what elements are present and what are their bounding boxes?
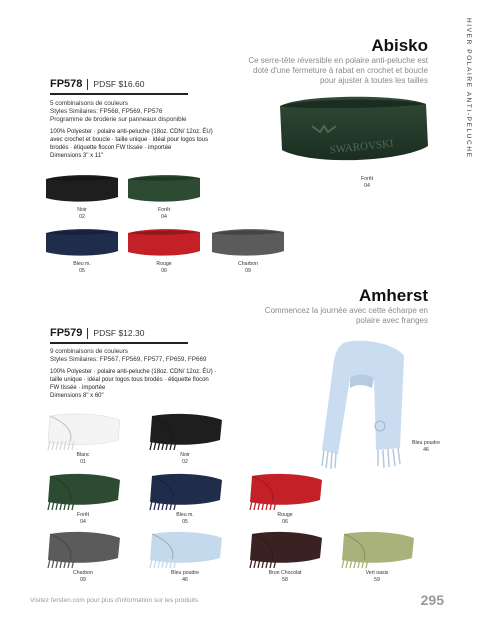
scarf-swatch [246, 472, 326, 512]
page-number: 295 [420, 592, 444, 608]
hero-headband-image [272, 88, 432, 172]
hero-logo-text: SWAROVSKI [329, 137, 395, 157]
product-meta-fp578: 5 combinaisons de couleurs Styles Similaires: FP568, FP569, FP576 Programme de broderie sur panneaux disponible [50, 100, 187, 123]
scarf-swatch [146, 472, 226, 512]
swatch-label: Forêt 04 [157, 207, 171, 220]
scarf-swatch [44, 530, 124, 570]
footer-text: Visitez fersten.com pour plus d'information sur les produits [30, 597, 199, 604]
headband-swatch [44, 227, 120, 257]
product-spec-fp579: 100% Polyester · polaire anti-peluche (18oz. CDN/ 12oz. ÉU) · taille unique · idéal pour logos tous brodés · étiquette flocon FW tissée · importée Dimensions 8" x 60" [50, 369, 217, 399]
swatch-label: Bleu m. 05 [73, 261, 91, 274]
swatch-label: Brun Chocolat 58 [268, 570, 302, 583]
scarf-swatch [146, 530, 226, 570]
swatch-label: Forêt 04 [76, 512, 90, 525]
headband-swatch [126, 227, 202, 257]
scarf-swatch [146, 412, 226, 452]
swatch-label: Rouge 06 [156, 261, 172, 274]
swatch-label: Vert oasis 59 [365, 570, 389, 583]
product-code-line-fp578 [50, 78, 144, 90]
headband-swatch [126, 173, 202, 203]
swatch-label: Noir 02 [180, 452, 190, 465]
product-title-abisko: Abisko [371, 36, 428, 55]
swatch-label: Charbon 09 [238, 261, 258, 274]
divider-rule [50, 93, 188, 95]
swatch-label: Blanc 01 [76, 452, 90, 465]
product-spec-fp578: 100% Polyester · polaire anti-peluche (18oz. CDN/ 12oz. ÉU) avec crochet et boucle · taille unique · idéal pour logos tous brodés · étiquette flocon FW tissée · importée Dimensions 3" x 11" [50, 129, 213, 159]
swatch-label: Rouge 06 [277, 512, 293, 525]
scarf-swatch [246, 530, 326, 570]
headband-swatch [44, 173, 120, 203]
product-code: FP578 [50, 78, 83, 90]
hero-color-label: Forêt 04 [360, 176, 374, 189]
product-price: PDSF $16.60 [93, 79, 145, 89]
hero-color-label: Bleu poudre 46 [412, 440, 440, 453]
product-price: PDSF $12.30 [93, 328, 145, 338]
side-category-label: HIVER POLAIRE ANTI-PELUCHE [465, 18, 472, 159]
product-code-line-fp579 [50, 327, 144, 339]
product-description-abisko: Ce serre-tête réversible en polaire anti-peluche est doté d'une fermeture à rabat en crochet et boucle pour ajuster à toutes les tailles [248, 56, 428, 85]
separator [87, 79, 88, 90]
divider-rule [50, 342, 188, 344]
product-meta-fp579: 9 combinaisons de couleurs Styles Similaires: FP567, FP569, FP577, FP659, FP669 [50, 348, 207, 363]
product-description-amherst: Commencez la journée avec cette écharpe en polaire avec franges [264, 306, 428, 325]
swatch-label: Bleu poudre 46 [171, 570, 199, 583]
separator [87, 328, 88, 339]
swatch-label: Charbon 09 [73, 570, 93, 583]
swatch-label: Bleu m. 05 [176, 512, 194, 525]
swatch-label: Noir 02 [77, 207, 87, 220]
scarf-swatch [44, 472, 124, 512]
product-title-amherst: Amherst [359, 286, 428, 305]
scarf-swatch [44, 412, 124, 452]
headband-swatch [210, 227, 286, 257]
scarf-swatch [338, 530, 418, 570]
product-code: FP579 [50, 327, 83, 339]
hero-scarf-image [316, 338, 416, 478]
